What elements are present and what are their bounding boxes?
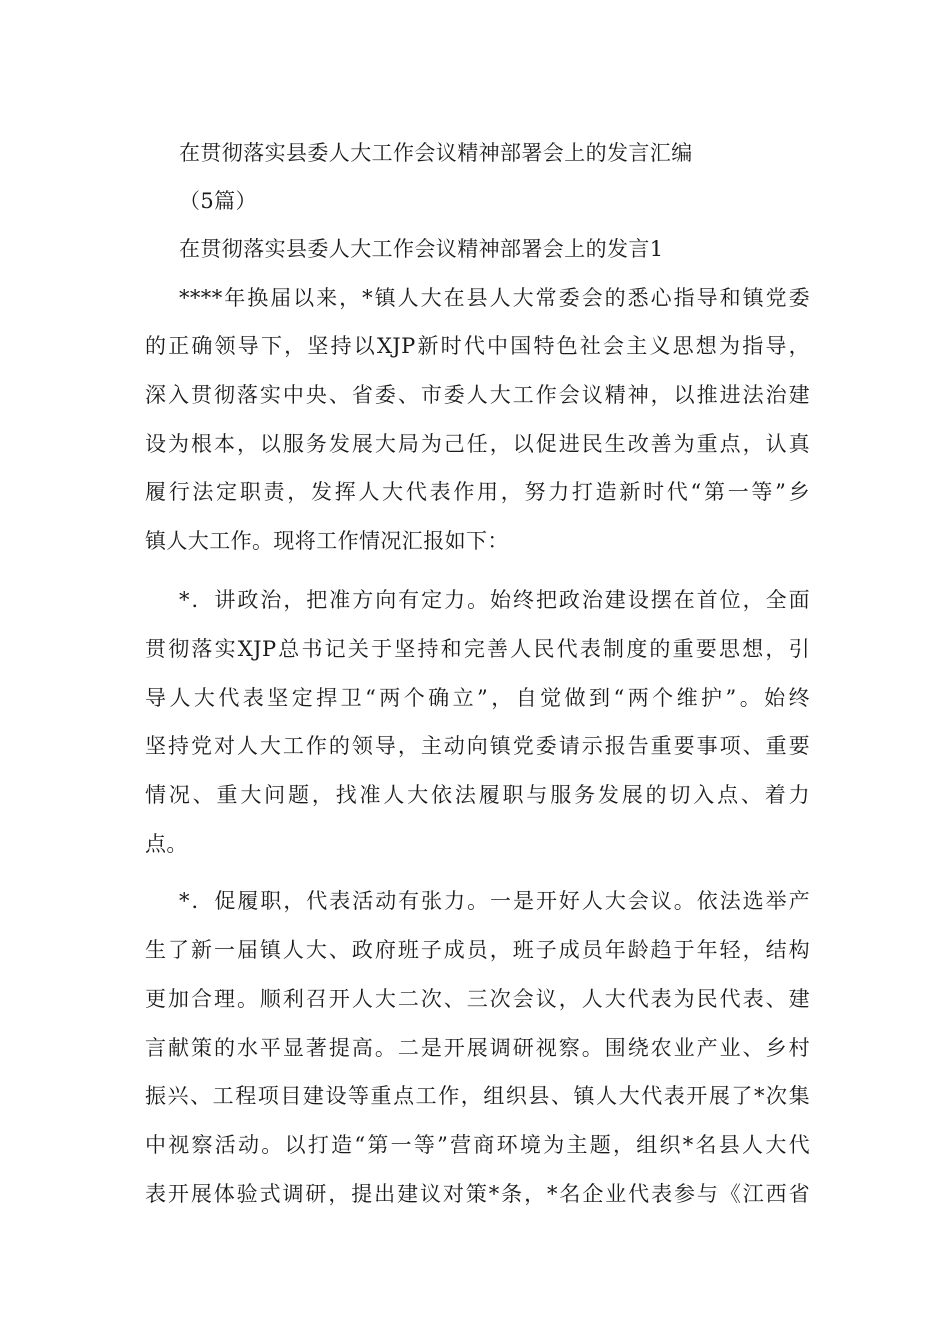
paragraph-2-line-1: *．讲政治，把准方向有定力。始终把政治建设摆在首位，全面 <box>179 588 810 612</box>
paragraph-2-line-2: 贯彻落实XJP总书记关于坚持和完善人民代表制度的重要思想，引 <box>145 637 810 661</box>
paragraph-2-line-4: 坚持党对人大工作的领导，主动向镇党委请示报告重要事项、重要 <box>145 734 810 758</box>
paragraph-2-line-6: 点。 <box>145 832 188 856</box>
paragraph-1-line-5: 履行法定职责，发挥人大代表作用，努力打造新时代“第一等”乡 <box>145 480 810 504</box>
paragraph-3-line-2: 生了新一届镇人大、政府班子成员，班子成员年龄趋于年轻，结构 <box>145 938 810 962</box>
document-title-count: （5篇） <box>179 189 257 213</box>
paragraph-3-line-1: *．促履职，代表活动有张力。一是开好人大会议。依法选举产 <box>179 889 810 913</box>
paragraph-1-line-3: 深入贯彻落实中央、省委、市委人大工作会议精神，以推进法治建 <box>145 383 810 407</box>
paragraph-1-line-1: ****年换届以来，*镇人大在县人大常委会的悉心指导和镇党委 <box>179 286 810 310</box>
paragraph-3-line-3: 更加合理。顺利召开人大二次、三次会议，人大代表为民代表、建 <box>145 987 810 1011</box>
paragraph-3-line-7: 表开展体验式调研，提出建议对策*条，*名企业代表参与《江西省 <box>145 1182 810 1206</box>
paragraph-1-line-2: 的正确领导下，坚持以XJP新时代中国特色社会主义思想为指导， <box>145 334 810 358</box>
paragraph-1-line-6: 镇人大工作。现将工作情况汇报如下： <box>145 529 509 553</box>
paragraph-2-line-5: 情况、重大问题，找准人大依法履职与服务发展的切入点、着力 <box>145 783 810 807</box>
document-subtitle: 在贯彻落实县委人大工作会议精神部署会上的发言1 <box>179 237 664 261</box>
paragraph-3-line-4: 言献策的水平显著提高。二是开展调研视察。围绕农业产业、乡村 <box>145 1036 810 1060</box>
paragraph-2-line-3: 导人大代表坚定捍卫“两个确立”，自觉做到“两个维护”。始终 <box>145 686 810 710</box>
document-title: 在贯彻落实县委人大工作会议精神部署会上的发言汇编 <box>179 141 693 165</box>
paragraph-3-line-6: 中视察活动。以打造“第一等”营商环境为主题，组织*名县人大代 <box>145 1133 810 1157</box>
paragraph-1-line-4: 设为根本，以服务发展大局为己任，以促进民生改善为重点，认真 <box>145 432 810 456</box>
paragraph-3-line-5: 振兴、工程项目建设等重点工作，组织县、镇人大代表开展了*次集 <box>145 1084 810 1108</box>
